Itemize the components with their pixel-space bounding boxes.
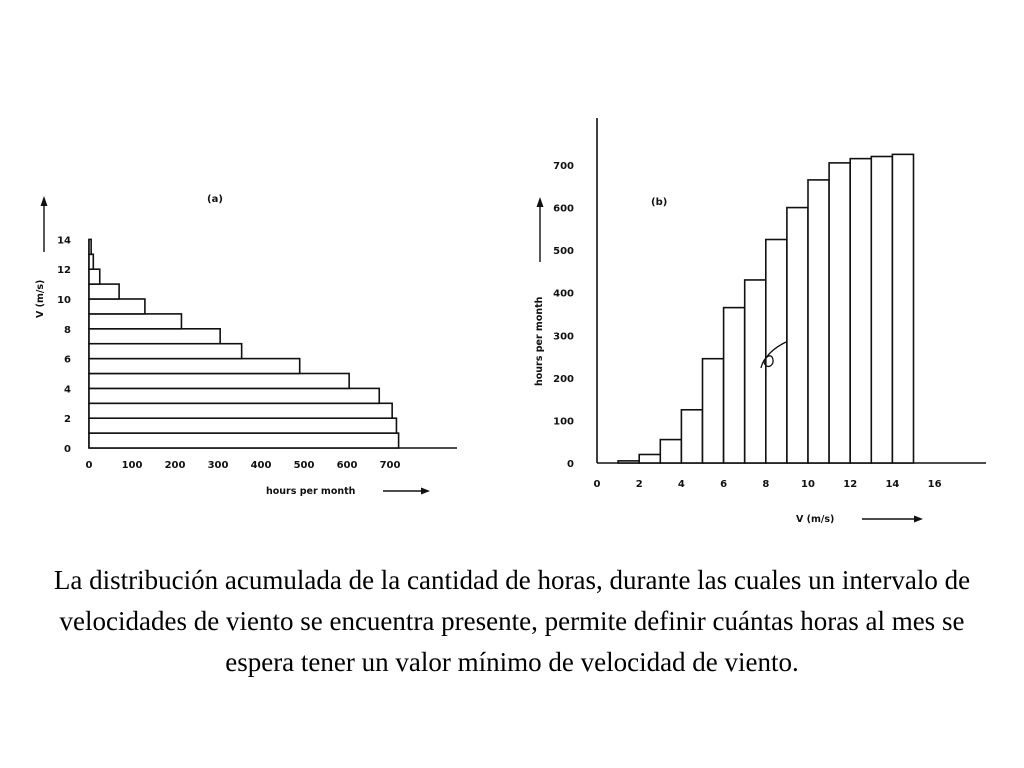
- chart-b-y-tick-label: 300: [553, 331, 574, 343]
- chart-a-bar-10: [89, 284, 119, 299]
- chart-a-bar-2: [89, 403, 392, 418]
- chart-a-y-tick-label: 14: [57, 235, 71, 247]
- chart-a-bar-1: [89, 418, 396, 433]
- chart-b-y-tick-label: 500: [553, 246, 574, 258]
- chart-a-bar-6: [89, 344, 242, 359]
- chart-b-x-tick-label: 10: [801, 479, 815, 490]
- chart-a-x-tick-label: 200: [164, 460, 186, 471]
- chart-b-x-tick-label: 0: [593, 479, 601, 490]
- chart-b-x-tick-label: 14: [885, 479, 900, 490]
- chart-a-x-tick-label: 700: [379, 460, 401, 471]
- chart-b-bar-9: [808, 180, 829, 463]
- chart-a-cumulative-hours-horizontal: [35, 194, 457, 497]
- chart-b-bar-11: [850, 159, 871, 463]
- chart-b-bar-1: [639, 454, 660, 463]
- chart-b-y-tick-label: 200: [553, 373, 574, 385]
- chart-a-x-arrow-head-icon: [421, 488, 430, 495]
- chart-a-x-axis-title: hours per month: [266, 486, 356, 497]
- chart-a-bar-12: [89, 254, 93, 269]
- chart-a-bar-5: [89, 359, 300, 374]
- chart-a-bar-0: [89, 433, 399, 448]
- chart-b-bar-4: [703, 359, 724, 463]
- chart-a-bar-4: [89, 374, 349, 389]
- chart-a-y-tick-label: 6: [64, 354, 71, 366]
- chart-a-bar-11: [89, 269, 100, 284]
- chart-a-panel-label: (a): [207, 194, 223, 205]
- chart-b-x-tick-label: 4: [677, 479, 685, 490]
- chart-a-bar-7: [89, 329, 220, 344]
- chart-b-y-tick-label: 400: [553, 288, 574, 300]
- chart-a-bar-13: [89, 239, 91, 254]
- chart-a-y-tick-label: 10: [57, 295, 71, 306]
- chart-b-bar-3: [681, 410, 702, 463]
- slide-caption: La distribución acumulada de la cantidad de horas, durante las cuales un intervalo de velocidades de viento se encuentra presente, permite definir cuántas horas al mes se espera tener un valor mínimo de velocidad de viento.: [53, 565, 971, 677]
- chart-a-x-tick-label: 400: [250, 460, 272, 471]
- chart-a-y-axis-title: V (m/s): [35, 279, 46, 318]
- chart-a-x-tick-label: 300: [207, 460, 229, 471]
- chart-b-bar-7: [766, 240, 787, 463]
- chart-b-y-arrow-head-icon: [537, 197, 544, 207]
- chart-b-bar-10: [829, 163, 850, 463]
- chart-b-x-tick-label: 8: [762, 479, 770, 490]
- chart-a-bar-3: [89, 388, 379, 403]
- chart-b-y-tick-label: 700: [553, 161, 574, 173]
- chart-b-x-arrow-head-icon: [914, 516, 923, 523]
- chart-b-cumulative-hours-vertical: [534, 118, 986, 525]
- chart-a-y-tick-label: 8: [64, 324, 71, 336]
- chart-b-y-tick-label: 0: [567, 459, 574, 470]
- chart-a-bar-9: [89, 299, 145, 314]
- chart-b-bar-8: [787, 208, 808, 463]
- chart-b-bar-13: [892, 154, 913, 463]
- chart-a-bar-8: [89, 314, 181, 329]
- chart-b-bar-5: [724, 308, 745, 463]
- chart-b-x-tick-label: 2: [635, 479, 643, 490]
- chart-b-bar-12: [871, 156, 892, 463]
- chart-b-y-tick-label: 600: [553, 203, 574, 215]
- chart-b-y-tick-label: 100: [553, 416, 574, 428]
- chart-a-y-tick-label: 12: [57, 265, 71, 277]
- chart-b-bar-0: [618, 461, 639, 463]
- chart-b-bar-2: [660, 440, 681, 463]
- chart-a-x-tick-label: 0: [85, 460, 93, 471]
- chart-a-x-tick-label: 500: [293, 460, 315, 471]
- chart-b-x-axis-title: V (m/s): [796, 514, 835, 525]
- chart-b-bar-6: [745, 280, 766, 463]
- chart-b-x-tick-label: 16: [927, 479, 942, 490]
- chart-a-y-tick-label: 0: [64, 444, 71, 455]
- chart-a-x-tick-label: 100: [121, 460, 143, 471]
- chart-a-y-tick-label: 2: [64, 414, 71, 426]
- chart-b-x-tick-label: 6: [720, 479, 728, 490]
- chart-b-x-tick-label: 12: [843, 479, 858, 490]
- chart-b-y-axis-title: hours per month: [534, 296, 545, 386]
- chart-a-y-arrow-head-icon: [41, 196, 48, 206]
- chart-a-y-tick-label: 4: [64, 384, 71, 396]
- chart-b-panel-label: (b): [651, 197, 668, 208]
- chart-a-x-tick-label: 600: [336, 460, 358, 471]
